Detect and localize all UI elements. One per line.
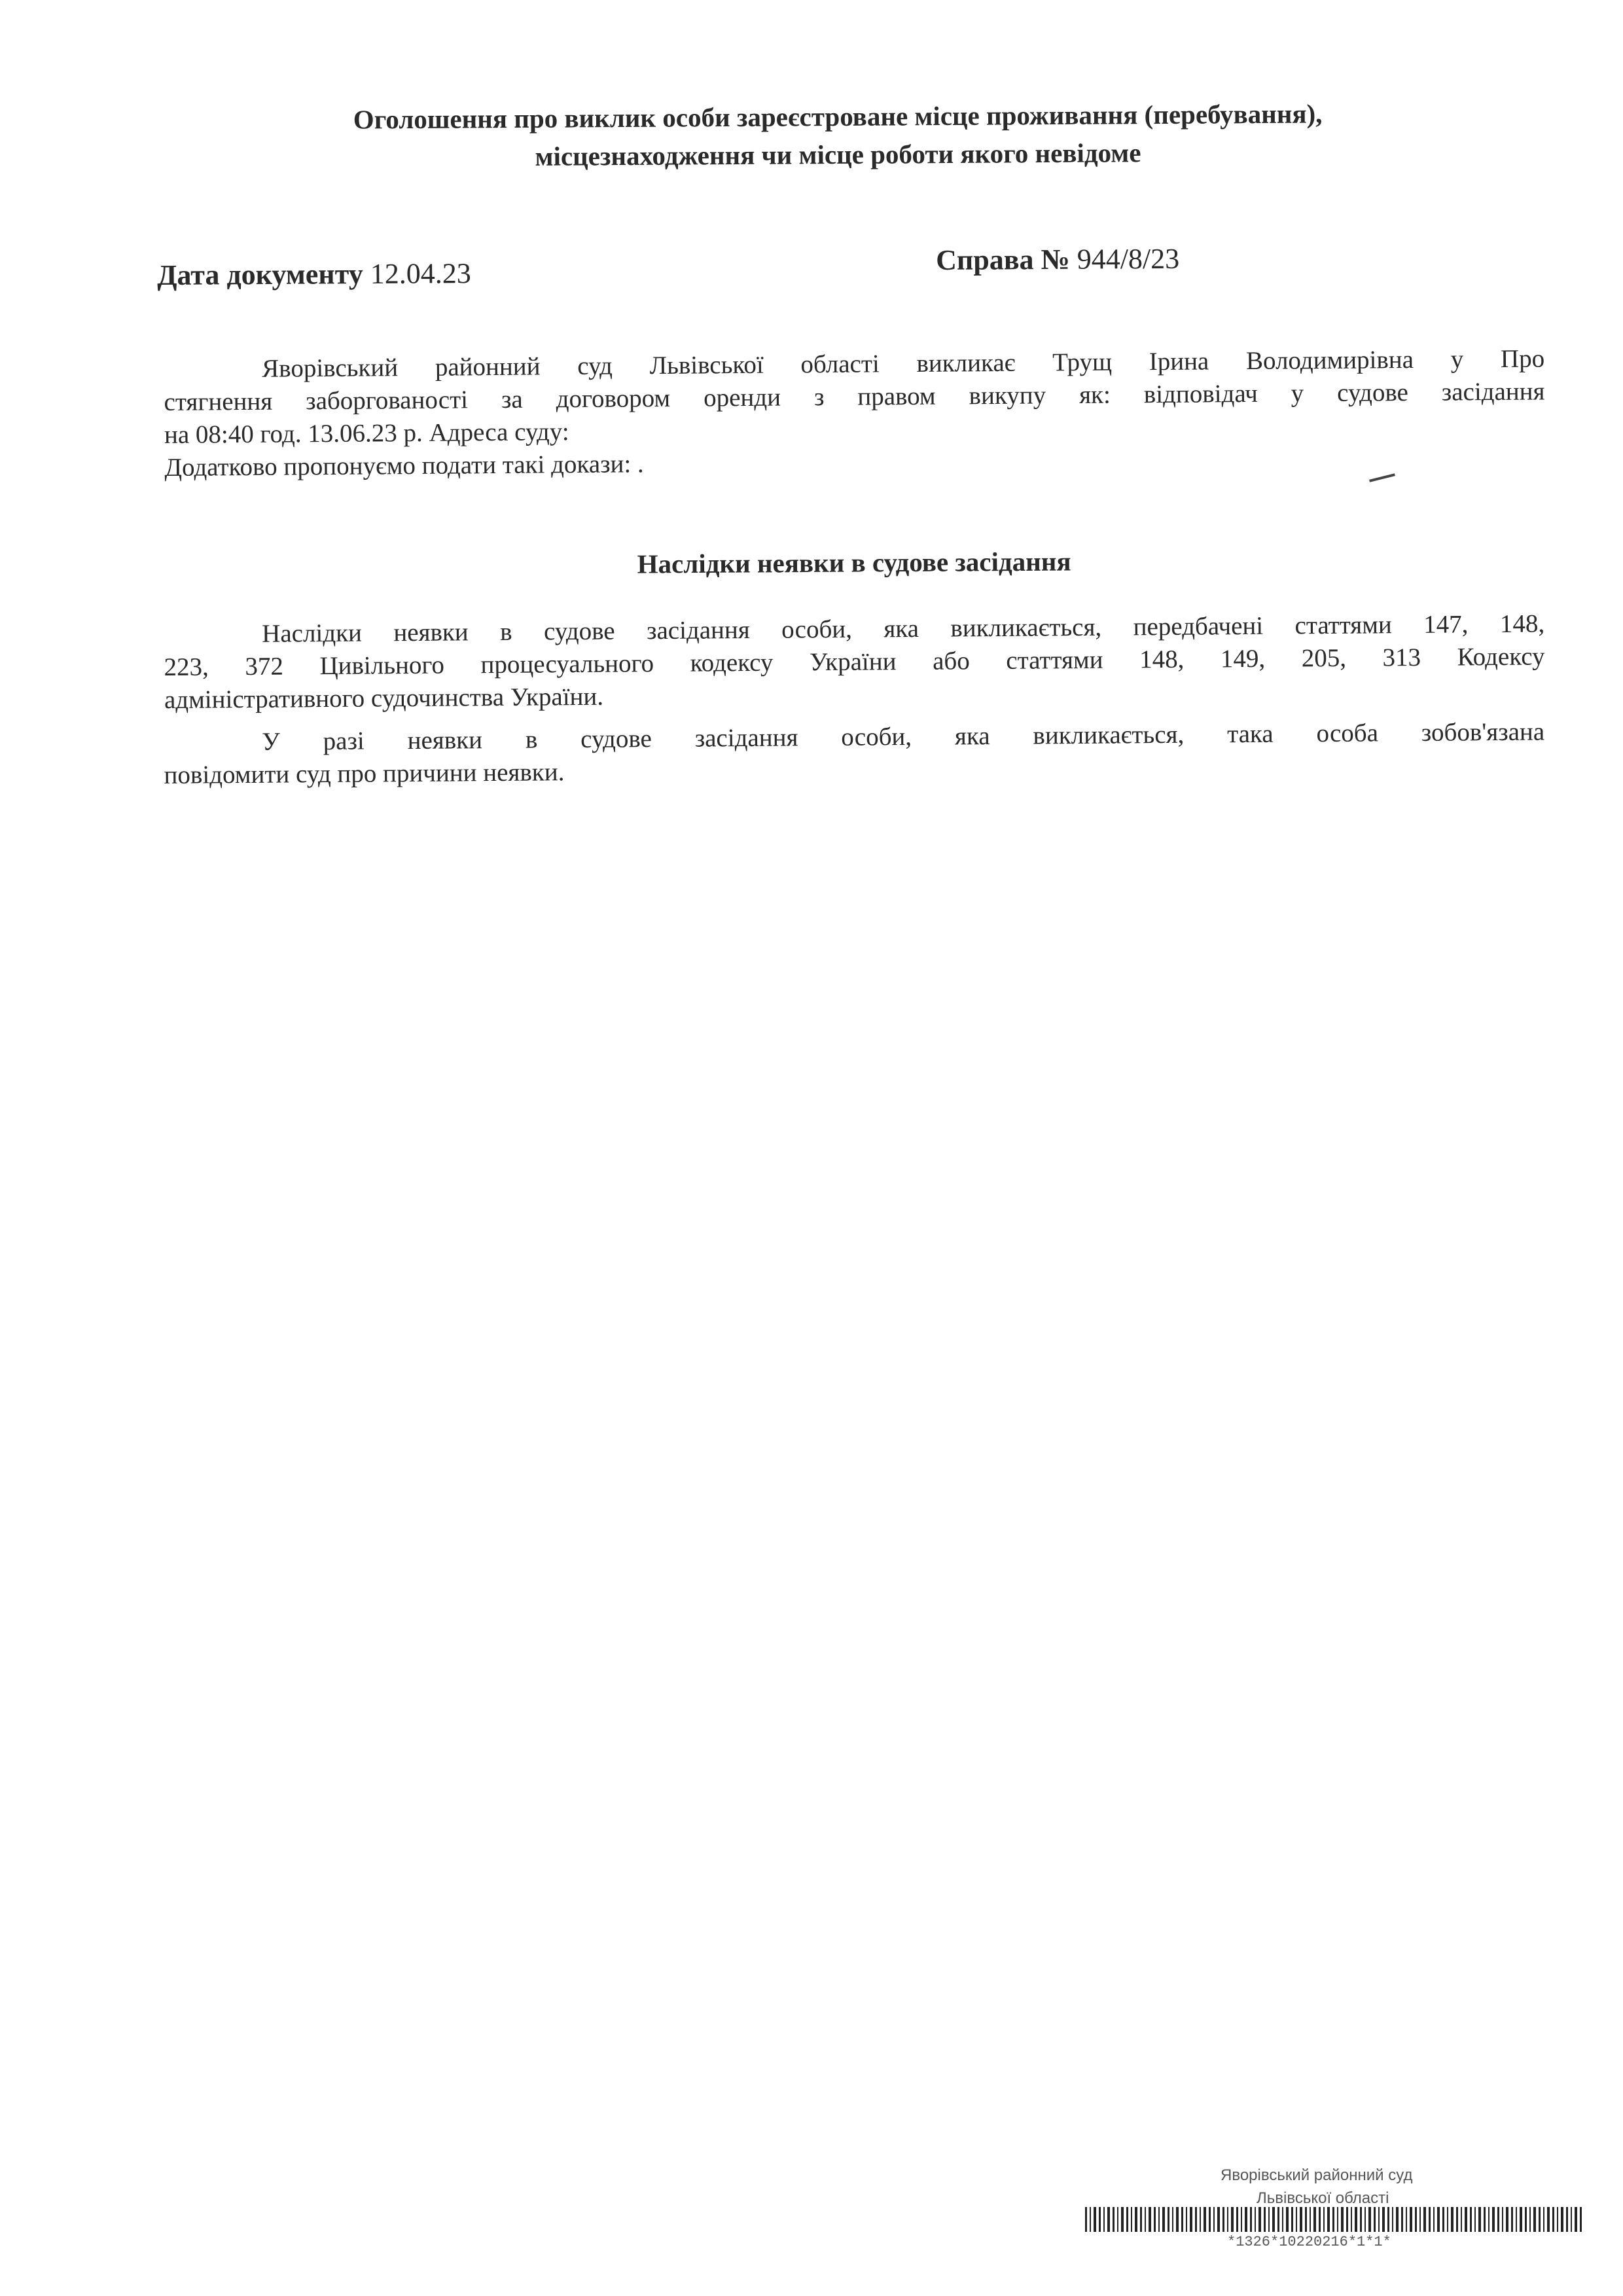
date-label: Дата документу bbox=[157, 258, 363, 291]
court-stamp bbox=[1080, 2160, 1603, 2284]
case-value: 944/8/23 bbox=[1077, 242, 1180, 276]
consequences-heading: Наслідки неявки в судове засідання bbox=[637, 546, 1071, 579]
summons-paragraph bbox=[164, 342, 1546, 484]
barcode-text: *1326*10220216*1*1* bbox=[1227, 2234, 1391, 2250]
title-line-2: місцезнаходження чи місце роботи якого невідоме bbox=[535, 137, 1141, 171]
date-value: 12.04.23 bbox=[370, 257, 471, 291]
barcode bbox=[1085, 2207, 1582, 2232]
document-date bbox=[157, 257, 471, 292]
summons-line-2: стягнення заборгованості за договором оренди з правом викупу як: відповідач у судове засідання bbox=[164, 377, 1545, 416]
consequences-p1-line-2: 223, 372 Цивільного процесуального кодексу України або статтями 148, 149, 205, 313 Кодексу bbox=[164, 642, 1545, 681]
consequences-p2-line-1: У разі неявки в судове засідання особи, яка викликається, така особа зобов'язана bbox=[262, 717, 1545, 756]
case-number bbox=[936, 242, 1179, 277]
case-label: Справа № bbox=[936, 243, 1070, 276]
consequences-p1-line-3: адміністративного судочинства України. bbox=[164, 682, 604, 714]
stamp-region-name: Львівської області bbox=[1257, 2189, 1389, 2207]
title-line-1: Оголошення про виклик особи зареєстроване місце проживання (перебування), bbox=[353, 98, 1323, 135]
document-title bbox=[196, 94, 1480, 177]
consequences-p2-line-2: повідомити суд про причини неявки. bbox=[164, 758, 565, 789]
consequences-p1-line-1: Наслідки неявки в судове засідання особи, яка викликається, передбачені статтями 147, 148, bbox=[262, 609, 1545, 648]
summons-line-3: на 08:40 год. 13.06.23 р. Адреса суду: bbox=[164, 418, 569, 449]
consequences-paragraph-2 bbox=[164, 715, 1545, 792]
summons-line-4: Додатково пропонуємо подати такі докази: . bbox=[164, 450, 644, 482]
consequences-paragraph-1 bbox=[164, 607, 1545, 717]
summons-line-1: Яворівський районний суд Львівської області викликає Трущ Ірина Володимирівна у Про bbox=[262, 344, 1545, 383]
stamp-court-name: Яворівський районний суд bbox=[1221, 2166, 1413, 2184]
